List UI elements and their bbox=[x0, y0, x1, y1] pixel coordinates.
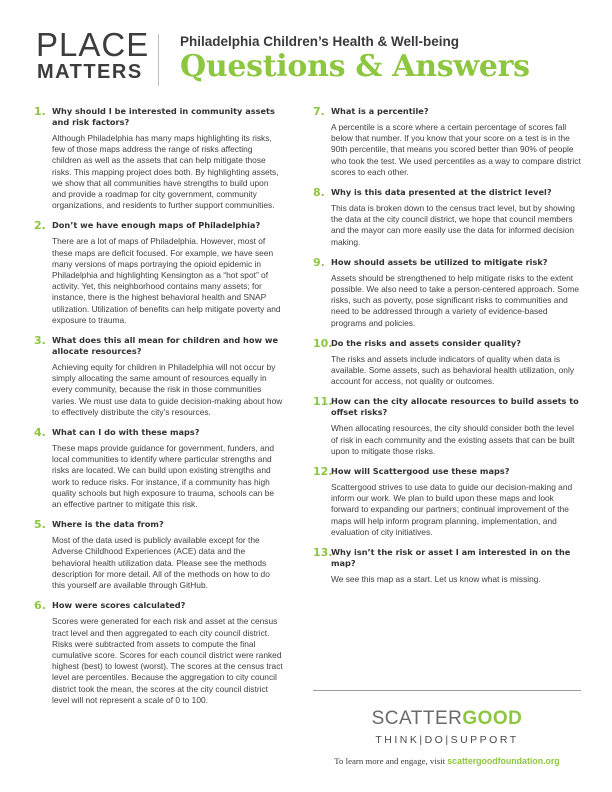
website-link[interactable]: scattergoodfoundation.org bbox=[447, 756, 560, 766]
question-number: 10. bbox=[313, 336, 333, 350]
question-title: Where is the data from? bbox=[52, 519, 164, 530]
question-title: Why is this data presented at the district level? bbox=[331, 187, 552, 198]
answer-text: When allocating resources, the city should consider both the level of risk in each community and the existing assets that can be built upon to mitigate those risks. bbox=[331, 423, 575, 456]
question-number: 6. bbox=[34, 599, 46, 613]
scattergood-logo bbox=[313, 708, 581, 730]
header-divider bbox=[158, 34, 159, 86]
question-title: How were scores calculated? bbox=[52, 600, 186, 611]
footer-divider bbox=[313, 690, 581, 691]
answer-text: These maps provide guidance for government, funders, and local communities to identify where particular strengths and risks are located. We can build upon existing strengths and work to reduce risks. For instance, if a community has high quality schools but high exposure to trauma, schools can be an effective partner to mitigate this risk. bbox=[52, 443, 275, 510]
qa-item-4 bbox=[34, 427, 284, 510]
question-title: Why should I be interested in community assets and risk factors? bbox=[52, 106, 275, 127]
question-title: How will Scattergood use these maps? bbox=[331, 466, 510, 477]
right-column bbox=[313, 106, 581, 594]
logo-matters-text: MATTERS bbox=[37, 61, 143, 83]
page-header bbox=[0, 0, 612, 100]
qa-item-9 bbox=[313, 257, 581, 329]
question-number: 8. bbox=[313, 186, 325, 200]
answer-text: Achieving equity for children in Philadelphia will not occur by simply allocating the same amount of resources equally in every community, because the risk in those communities varies. We must use data to guide decision-making about how to effectively distribute the city’s resources. bbox=[52, 362, 283, 417]
question-title: How should assets be utilized to mitigate risk? bbox=[331, 256, 548, 267]
qa-item-6 bbox=[34, 600, 284, 706]
qa-item-8 bbox=[313, 187, 581, 248]
answer-text: A percentile is a score where a certain percentage of scores fall below that number. If you know that your score on a test is in the 90th percentile, that means you scored better than 90% of people who took the test. We used percentiles as a way to compare district scores to each other. bbox=[331, 122, 581, 177]
footer-cta-text: To learn more and engage, visit bbox=[334, 756, 446, 766]
logo-place-text: PLACE bbox=[36, 26, 150, 63]
question-title: What is a percentile? bbox=[331, 106, 429, 116]
question-title: What does this all mean for children and how we allocate resources? bbox=[52, 335, 279, 357]
answer-text: There are a lot of maps of Philadelphia. However, most of these maps are deficit focused. For example, we have seen many versions of maps portraying the opioid epidemic in Philadelphia and highlighting Kensington as a “hot spot” of activity. Yet, this neighborhood contains many assets; for instance, there is the highest behavioral health and SNAP utilization. Utilization of benefits can help mitigate poverty and exposure to trauma. bbox=[52, 236, 281, 325]
page-title: Questions & Answers bbox=[180, 49, 530, 84]
answer-text: Scores were generated for each risk and asset at the census tract level and then aggregated to each city council district. Risks were subtracted from assets to compute the final cumulative score. Scores for each council district were ranked highest (best) to lowest (worst). The scores at the census tract level are percentiles. Because the aggregation to city council district took the mean, the scores at the city council district level will not represent a scale of 0 to 100. bbox=[52, 616, 283, 705]
question-number: 7. bbox=[313, 105, 325, 118]
question-number: 4. bbox=[34, 426, 46, 440]
qa-item-13 bbox=[313, 547, 581, 585]
question-title: Why isn’t the risk or asset I am interested in on the map? bbox=[331, 547, 571, 569]
qa-item-7 bbox=[313, 106, 581, 178]
question-number: 2. bbox=[34, 219, 46, 233]
question-number: 12. bbox=[313, 465, 333, 479]
qa-item-10 bbox=[313, 338, 581, 388]
answer-text: Although Philadelphia has many maps highlighting its risks, few of those maps address the range of risks affecting children as well as the assets that can help mitigate those risks. This mapping project does both. By highlighting assets, we show that all communities have strengths to build upon and provide a roadmap for city government, community organizations, and residents to further support communities. bbox=[52, 133, 279, 211]
question-number: 9. bbox=[313, 255, 325, 269]
question-title: What can I do with these maps? bbox=[52, 427, 200, 438]
answer-text: Scattergood strives to use data to guide our decision-making and inform our work. We plan to build upon these maps and look forward to expanding our partners; continual improvement of the maps will help inform program planning, implementation, and evaluation of city initiatives. bbox=[331, 482, 573, 537]
footer-cta bbox=[313, 756, 581, 766]
question-title: How can the city allocate resources to build assets to offset risks? bbox=[331, 396, 579, 418]
question-title: Don’t we have enough maps of Philadelphia? bbox=[52, 220, 261, 231]
qa-item-5 bbox=[34, 519, 284, 591]
question-title: Do the risks and assets consider quality? bbox=[331, 337, 521, 348]
question-number: 11. bbox=[313, 395, 333, 409]
answer-text: Assets should be strengthened to help mitigate risks to the extent possible. We also need to take a person-centered approach. Some risks, such as poverty, pose significant risks to communities and need to be addressed through a variety of evidence-based programs and policies. bbox=[331, 272, 579, 328]
answer-text: We see this map as a start. Let us know what is missing. bbox=[331, 574, 541, 585]
question-number: 3. bbox=[34, 334, 46, 348]
question-number: 13. bbox=[313, 546, 333, 560]
answer-text: This data is broken down to the census tract level, but by showing the data at the city council district, we hope that council members and the mayor can more easily use the data for informed decision making. bbox=[331, 203, 575, 247]
qa-item-12 bbox=[313, 466, 581, 538]
question-number: 1. bbox=[34, 105, 46, 118]
logo-scatter-text: SCATTER bbox=[371, 708, 463, 729]
left-column bbox=[34, 106, 284, 715]
logo-good-text: GOOD bbox=[462, 708, 523, 729]
qa-item-1 bbox=[34, 106, 284, 211]
qa-item-2 bbox=[34, 220, 284, 326]
question-number: 5. bbox=[34, 518, 46, 532]
answer-text: The risks and assets include indicators of quality when data is available. Some assets, such as behavioral health utilization, only account for access, not quality or outcomes. bbox=[331, 353, 575, 387]
qa-item-3 bbox=[34, 335, 284, 418]
qa-item-11 bbox=[313, 396, 581, 457]
logo-tagline: THINK|DO|SUPPORT bbox=[375, 734, 519, 746]
page-subtitle: Philadelphia Children’s Health & Well-being bbox=[180, 34, 460, 49]
answer-text: Most of the data used is publicly available except for the Adverse Childhood Experiences (ACE) data and the behavioral health utilization data. Please see the methods description for more detail. All of the methods on how to do this yourself are available through GitHub. bbox=[52, 535, 270, 591]
